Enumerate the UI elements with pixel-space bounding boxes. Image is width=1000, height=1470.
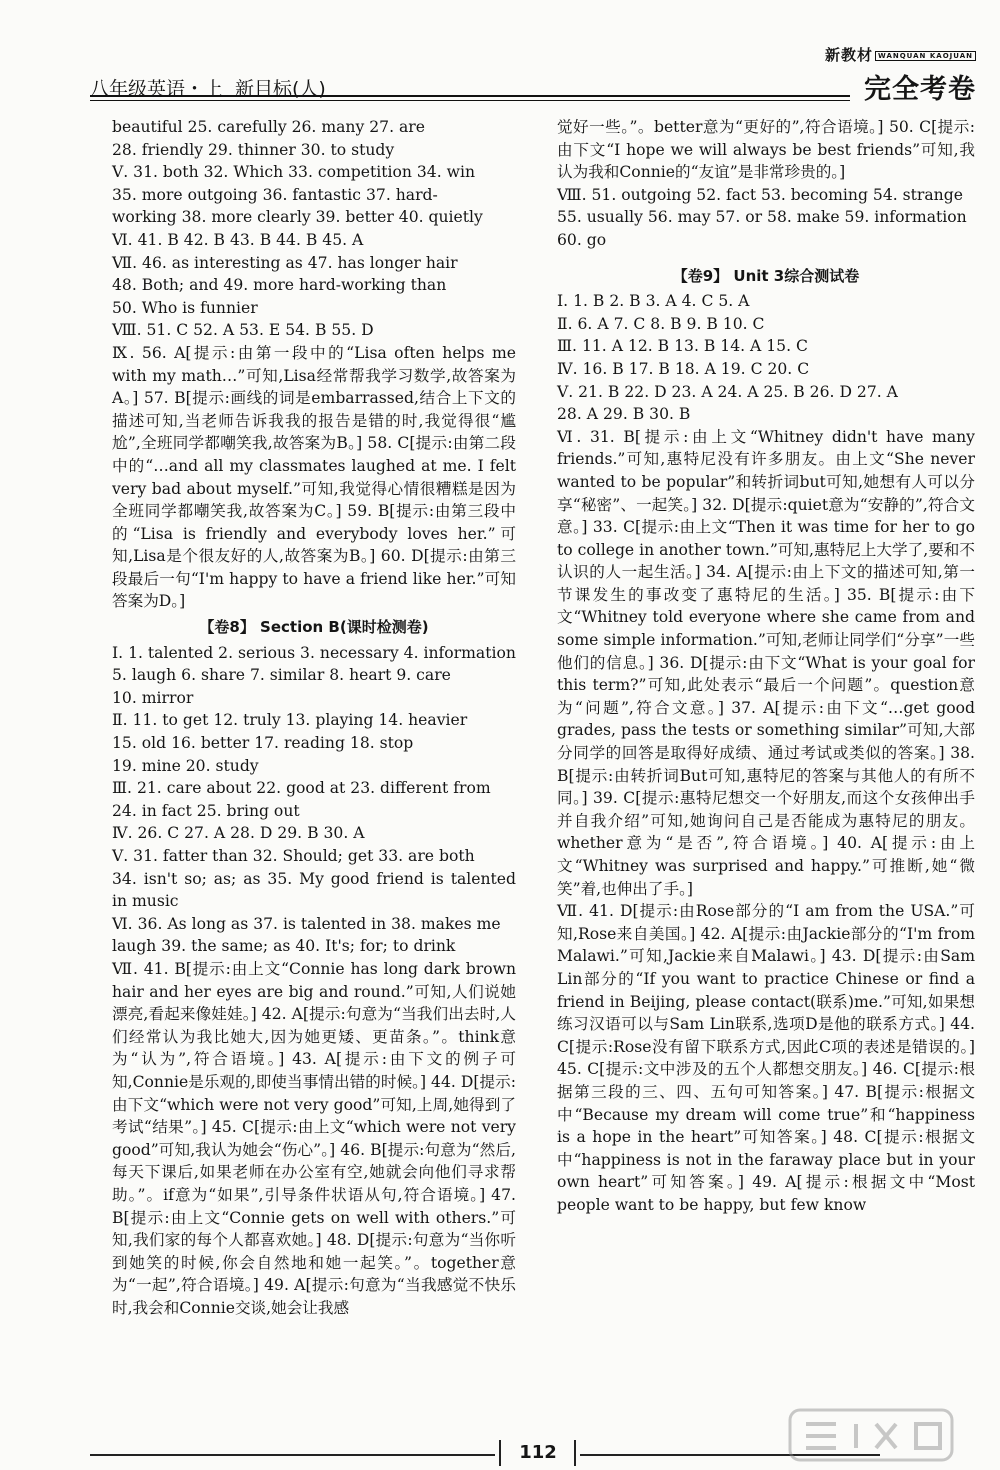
left-column xyxy=(112,116,516,1319)
right-column-line: Ⅲ. 11. A 12. B 13. B 14. A 15. C xyxy=(557,337,808,356)
footer-divider-left xyxy=(499,1440,501,1466)
left-column-line: 10. mirror xyxy=(112,688,194,707)
left-column-line: Ⅰ. 1. talented 2. serious 3. necessary 4. information xyxy=(112,643,516,662)
left-column-line: Ⅵ. 41. B 42. B 43. B 44. B 45. A xyxy=(112,230,364,249)
left-column-line: 50. Who is funnier xyxy=(112,298,258,317)
left-column-line: working 38. more clearly 39. better 40. quietly xyxy=(112,208,483,227)
series-title: 完全考卷 xyxy=(864,74,976,105)
series-english-label: WANQUAN KAOJUAN xyxy=(875,51,976,61)
right-column-line xyxy=(557,252,975,262)
book-title: 八年级英语・上 xyxy=(90,78,224,100)
right-column-line: Ⅷ. 51. outgoing 52. fact 53. becoming 54. strange xyxy=(557,185,963,204)
left-column-line: Ⅲ. 21. care about 22. good at 23. different from xyxy=(112,779,491,798)
left-column-line: Ⅴ. 31. fatter than 32. Should; get 33. are both xyxy=(112,847,475,865)
left-column-line: 24. in fact 25. bring out xyxy=(112,801,300,820)
left-column-line: Ⅵ. 36. As long as 37. is talented in 38. makes me xyxy=(112,914,501,933)
left-column-line: 48. Both; and 49. more hard-working than xyxy=(112,276,447,295)
right-column-line: 55. usually 56. may 57. or 58. make 59. information xyxy=(557,208,967,227)
left-column-line: Ⅴ. 31. both 32. Which 33. competition 34. win xyxy=(112,163,476,182)
left-column-line: laugh 39. the same; as 40. It's; for; to drink xyxy=(112,937,456,956)
page-number: 112 xyxy=(519,1442,557,1463)
right-column-line: Ⅵ. 31. B[提示:由上文“Whitney didn't have many friends.”可知,惠特尼没有许多朋友。由上文“She never wanted to be popular”和转折词but可知,她想有人可以分享“秘密”、一起笑。] 32. D[提示:quiet意为“安静的”,符合文意。] 33. C[提示:由上文“Then it was time for her to go to college in another town.”可知,惠特尼上大学了,要和不认识的人一起生活。] 34. A[提示:由上下文的描述可知,第一节课发生的事改变了惠特尼的生活。] 35. B[提示:由下文“Whitney told everyone where she came from and some simple information.”可知,老师让同学们“分享”一些他们的信息。] 36. D[提示:由下文“What is your goal for this term?”可知,此处表示“最后一个问题”。question意为“问题”,符合文意。] 37. A[提示:由下文“…get good grades, pass the tests or something similar”可知,大部分同学的回答是取得好成绩、通过考试或类似的答案。] 38. B[提示:由转折词But可知,惠特尼的答案与其他人的有所不同。] 39. C[提示:惠特尼想交一个好朋友,而这个女孩伸出手并自我介绍”可知,她询问自己是否能成为惠特尼的朋友。whether意为“是否”,符合语境。] 40. A[提示:由上文“Whitney was surprised and happy.”可推断,她“微笑”着,也伸出了手。] xyxy=(557,427,975,898)
page-header xyxy=(90,40,980,105)
left-column-line: Ⅶ. 41. B[提示:由上文“Connie has long dark brown hair and her eyes are big and round.”可知,人们说她漂亮,看起来像娃娃。] 42. A[提示:句意为“当我们出去时,人们经常认为我比她大,因为她更矮、更苗条。”。think意为“认为”,符合语境。] 43. A[提示:由下文的例子可知,Connie是乐观的,即使当事情出错的时候。] 44. D[提示:由下文“which were not very good”可知,上周,她得到了考试“结果”。] 45. C[提示:由上文“which were not very good”可知,我认为她会“伤心”。] 46. B[提示:句意为“然后,每天下课后,如果老师在办公室有空,她就会向他们寻求帮助。”。if意为“如果”,引导条件状语从句,符合语境。] 47. B[提示:由上文“Connie gets on well with others.”可知,我们家的每个人都喜欢她。] 48. D[提示:句意为“当你听到她笑的时候,你会自然地和她一起笑。”。together意为“一起”,符合语境。] 49. A[提示:句意为“当我感觉不快乐时,我会和Connie交谈,她会让我感 xyxy=(112,959,516,1317)
left-column-line: Ⅳ. 26. C 27. A 28. D 29. B 30. A xyxy=(112,824,365,843)
right-column-line: Ⅶ. 41. D[提示:由Rose部分的“I am from the USA.”可知,Rose来自美国。] 42. A[提示:由Jackie部分的“I'm from Malawi.”可知,Jackie来自Malawi。] 43. D[提示:由Sam Lin部分的“If you want to practice Chinese or find a friend in Beijing, please contact(联系)me.”可知,如果想练习汉语可以与Sam Lin联系,选项D是他的联系方式。] 44. C[提示:Rose没有留下联系方式,因此C项的表述是错误的。] 45. C[提示:文中涉及的五个人都想交朋友。] 46. C[提示:根据第三段的三、四、五句可知答案。] 47. B[提示:根据文中“Because my dream will come true”和“happiness is a hope in the heart”可知答案。] 48. C[提示:根据文中“happiness is not in the faraway place but in your own heart”可知答案。] 49. A[提示:根据文中“Most people want to be happy, but few know xyxy=(557,902,975,1214)
left-column-line: 5. laugh 6. share 7. similar 8. heart 9. care xyxy=(112,666,451,685)
watermark-icon xyxy=(786,1406,956,1464)
left-column-line: beautiful 25. carefully 26. many 27. are xyxy=(112,118,425,136)
left-column-line: Ⅶ. 46. as interesting as 47. has longer hair xyxy=(112,253,458,272)
left-column-line: Ⅱ. 11. to get 12. truly 13. playing 14. heavier xyxy=(112,711,468,730)
series-small-label: 新教材 xyxy=(825,46,874,64)
left-column-line: Ⅸ. 56. A[提示:由第一段中的“Lisa often helps me with my math…”可知,Lisa经常帮我学习数学,故答案为A。] 57. B[提示:画线的词是embarrassed,结合上下文的描述可知,当老师告诉我我的报告是错的时,我觉得很“尴尬”,全班同学都嘲笑我,故答案为B。] 58. C[提示:由第二段中的“…and all my classmates laughed at me. I felt very bad about myself.”可知,我觉得心情很糟糕是因为全班同学都嘲笑我,故答案为C。] 59. B[提示:由第三段中的“Lisa is friendly and everybody loves her.”可知,Lisa是个很友好的人,故答案为B。] 60. D[提示:由第三段最后一句“I'm happy to have a friend like her.”可知答案为D。] xyxy=(112,343,516,611)
right-column xyxy=(557,116,975,1217)
right-column-line: 【卷9】 Unit 3综合测试卷 xyxy=(672,266,860,285)
left-column-line: 19. mine 20. study xyxy=(112,756,259,775)
right-column-line: Ⅳ. 16. B 17. B 18. A 19. C 20. C xyxy=(557,359,810,378)
right-column-line: 28. A 29. B 30. B xyxy=(557,405,691,424)
left-column-line: 34. isn't so; as; as 35. My good friend is talented in music xyxy=(112,869,516,911)
right-column-line: 觉好一些。”。better意为“更好的”,符合语境。] 50. C[提示:由下文“I hope we will always be best friends”可知,我认为我和Connie的“友谊”是非常珍贵的。] xyxy=(557,118,975,182)
left-column-line: 28. friendly 29. thinner 30. to study xyxy=(112,140,395,159)
header-rule-thin xyxy=(90,100,850,101)
header-rule-thick xyxy=(90,95,850,97)
right-column-line: Ⅴ. 21. B 22. D 23. A 24. A 25. B 26. D 27. A xyxy=(557,382,898,401)
page-footer xyxy=(90,1440,980,1470)
footer-divider-right xyxy=(574,1440,576,1466)
left-column-line: 15. old 16. better 17. reading 18. stop xyxy=(112,734,414,753)
right-column-line: Ⅰ. 1. B 2. B 3. A 4. C 5. A xyxy=(557,292,750,311)
footer-rule-left xyxy=(90,1454,495,1456)
left-column-line: Ⅷ. 51. C 52. A 53. E 54. B 55. D xyxy=(112,321,374,340)
left-column-line: 【卷8】 Section B(课时检测卷) xyxy=(199,618,429,637)
right-column-line: Ⅱ. 6. A 7. C 8. B 9. B 10. C xyxy=(557,314,765,333)
left-column-line: 35. more outgoing 36. fantastic 37. hard- xyxy=(112,185,438,204)
edition-label: 新目标(人) xyxy=(235,78,326,100)
right-column-line: 60. go xyxy=(557,230,607,249)
